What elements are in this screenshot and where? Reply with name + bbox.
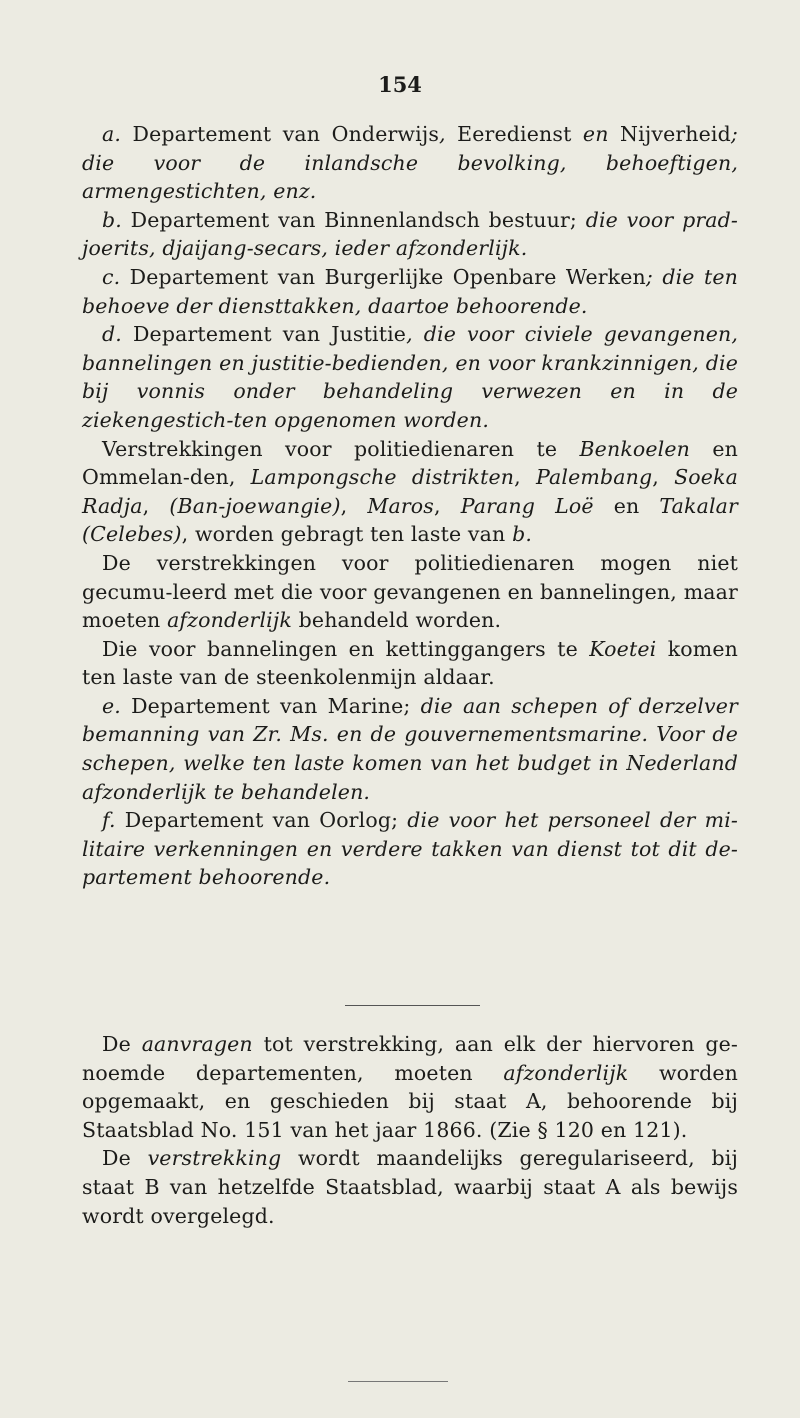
text-run: De [102, 1146, 148, 1171]
italic-text: (Ban-joewangie) [169, 493, 341, 518]
text-run: , [514, 465, 536, 490]
text-run: Departement van Burgerlijke Openbare Werken [129, 264, 646, 289]
italic-text: Palembang [535, 465, 653, 490]
text-run: , [652, 465, 675, 490]
text-run: Nijverheid [620, 122, 731, 146]
text-run: Die voor bannelingen en kettinggangers te [102, 636, 590, 661]
text-block-requests [82, 1030, 738, 1230]
paragraph [82, 320, 738, 434]
italic-text: , die voor civiele gevangenen, bannelingen en justitie-bedienden, en voor krankzinnigen, die bij vonnis onder behandeling verwezen en in de ziekengestich-ten opgenomen worden. [82, 322, 739, 432]
paragraph [82, 1030, 738, 1144]
text-run: Verstrekkingen voor politiedienaren te [102, 436, 580, 461]
text-run: Departement van Onderwijs [132, 122, 440, 146]
italic-text: e. [102, 693, 132, 718]
italic-text: en [571, 122, 621, 146]
italic-text: a. [102, 122, 133, 146]
italic-text: Lampongsche distrikten [250, 465, 515, 490]
italic-text: c. [102, 264, 130, 289]
text-run: en Ommelan-den, [82, 436, 738, 490]
paragraph [82, 263, 738, 320]
text-run: , [142, 493, 170, 518]
paragraph [82, 692, 738, 806]
italic-text: d. [102, 322, 133, 347]
text-run: , [340, 493, 368, 518]
text-run: Departement van Oorlog; [124, 808, 399, 833]
paragraph [82, 120, 738, 206]
text-run: worden opgemaakt, en geschieden bij staat A, behoorende bij Staatsblad No. 151 van het jaar 1866. (Zie § 120 en 121). [82, 1060, 738, 1142]
italic-text: die aan schepen of derzelver bemanning van Zr. Ms. en de gouvernementsmarine. Voor de schepen, welke ten laste komen van het budget in Nederland afzonderlijk te behandelen. [82, 693, 738, 804]
italic-text: die voor prad-joerits, djaijang-secars, ieder afzonderlijk. [82, 207, 739, 261]
text-run: , worden gebragt ten laste van [181, 522, 513, 547]
text-run: De [102, 1032, 142, 1056]
italic-text: Soeka Radja [82, 465, 738, 518]
text-run: en [593, 493, 660, 518]
italic-text: f. [102, 808, 125, 833]
text-run: wordt maandelijks geregulariseerd, bij staat B van hetzelfde Staatsblad, waarbij staat A als bewijs wordt overgelegd. [82, 1146, 738, 1228]
text-run: Eeredienst [457, 122, 572, 146]
section-divider [345, 1005, 480, 1006]
italic-text: verstrekking [147, 1146, 282, 1171]
text-run: komen ten laste van de steenkolenmijn aldaar. [82, 636, 738, 690]
bottom-rule [348, 1381, 448, 1382]
italic-text: aanvragen [141, 1032, 253, 1056]
paragraph [82, 806, 738, 892]
italic-text: , [439, 122, 458, 146]
paragraph [82, 549, 738, 635]
paragraph [82, 635, 738, 692]
italic-text: ; die voor de inlandsche bevolking, behoeftigen, armengestichten, enz. [82, 122, 738, 204]
italic-text: Benkoelen [579, 436, 691, 461]
italic-text: b. [512, 522, 533, 547]
paragraph [82, 1144, 738, 1230]
italic-text: die voor het personeel der mi-litaire verkenningen en verdere takken van dienst tot dit de-partement behoorende. [82, 808, 738, 890]
italic-text: afzonderlijk [167, 608, 292, 633]
text-run: , [433, 493, 461, 518]
italic-text: ; die ten behoeve der diensttakken, daartoe behoorende. [82, 264, 738, 318]
italic-text: Koetei [589, 636, 657, 661]
text-run: behandeld worden. [291, 608, 502, 633]
paragraph [82, 435, 738, 549]
text-block-departments [82, 120, 738, 892]
italic-text: Maros [367, 493, 434, 518]
italic-text: afzonderlijk [503, 1060, 629, 1085]
page-number: 154 [378, 72, 422, 97]
italic-text: Takalar (Celebes) [82, 493, 738, 547]
italic-text: Parang Loë [460, 493, 594, 518]
text-run: Departement van Marine; [131, 693, 411, 718]
text-run: tot verstrekking, aan elk der hiervoren ge-noemde departementen, moeten [82, 1032, 738, 1085]
text-run: Departement van Justitie [132, 322, 407, 347]
paragraph [82, 206, 738, 263]
text-run: De verstrekkingen voor politiedienaren mogen niet gecumu-leerd met die voor gevangenen en bannelingen, maar moeten [82, 550, 738, 633]
text-run: Departement van Binnenlandsch bestuur; [130, 207, 577, 232]
italic-text: b. [102, 207, 131, 232]
